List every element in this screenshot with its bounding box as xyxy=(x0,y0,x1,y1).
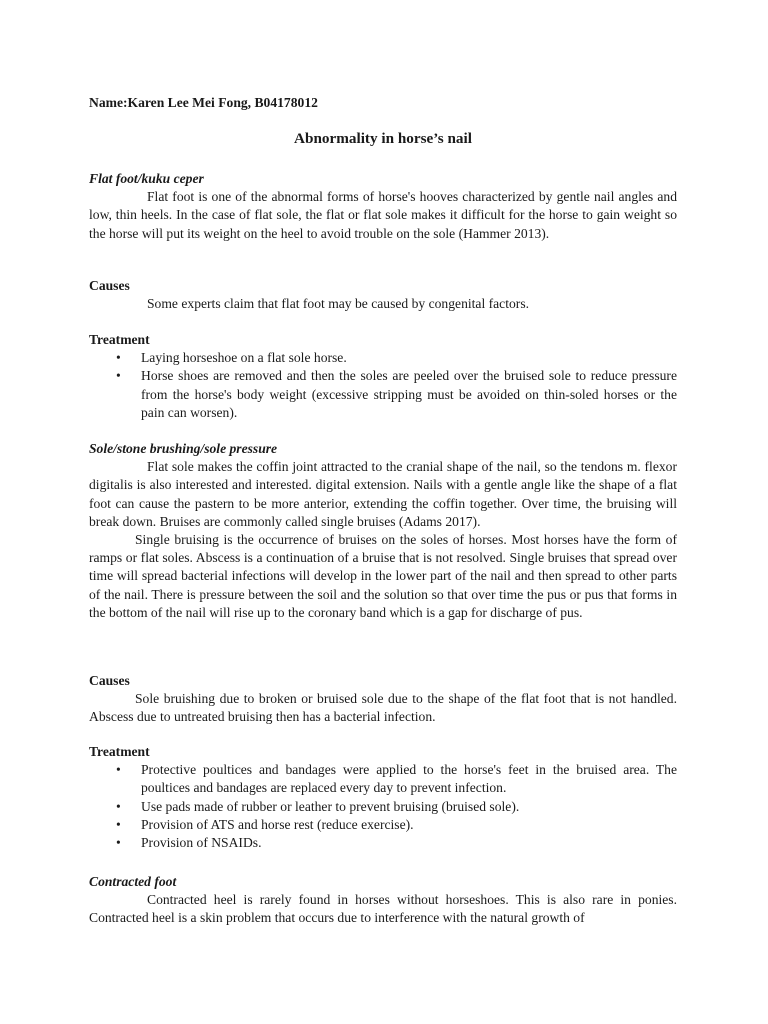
flat-foot-section xyxy=(89,170,677,243)
bullet-icon: • xyxy=(116,762,121,778)
sole-bruising-treatment xyxy=(89,743,677,852)
contracted-foot-paragraph: Contracted heel is rarely found in horses without horseshoes. This is also rare in ponies. Contracted heel is a skin problem that occurs due to interference with the natural growth of xyxy=(89,892,677,926)
bullet-icon: • xyxy=(116,816,121,832)
sole-bruising-causes xyxy=(89,672,677,727)
list-item: • Use pads made of rubber or leather to prevent bruising (bruised sole). xyxy=(89,798,677,816)
causes-text: Some experts claim that flat foot may be caused by congenital factors. xyxy=(147,296,530,312)
flat-foot-causes xyxy=(89,277,677,313)
bullet-icon: • xyxy=(116,350,121,366)
sole-bruising-paragraph-2: Single bruising is the occurrence of bruises on the soles of horses. Most horses have the form of ramps or flat soles. Abscess is a continuation of a bruise that is not resolved. Single bruises that spread over time will spread bacterial infections will develop in the lower part of the nail and then spread to other parts of the nail. There is pressure between the soil and the solution so that over time the pus or pus that forms in the bottom of the nail will rise up to the coronary band which is a gap for discharge of pus. xyxy=(89,532,677,620)
sole-bruising-paragraph-1: Flat sole makes the coffin joint attracted to the cranial shape of the nail, so the tendons m. flexor digitalis is also interested and interested. digital extension. Nails with a gentle angle like the shape of a flat foot can cause the pastern to be more anterior, extending the coffin together. Over time, the bruising will break down. Bruises are commonly called single bruises (Adams 2017). xyxy=(89,459,677,529)
bullet-icon: • xyxy=(116,368,121,384)
contracted-foot-section xyxy=(89,873,677,928)
list-item: • Laying horseshoe on a flat sole horse. xyxy=(89,349,677,367)
treatment-list xyxy=(89,761,677,852)
treatment-heading: Treatment xyxy=(89,332,150,347)
flat-foot-paragraph: Flat foot is one of the abnormal forms of horse's hooves characterized by gentle nail angles and low, thin heels. In the case of flat sole, the flat or flat sole makes it difficult for the horse to gain weight so the horse will put its weight on the heel to avoid trouble on the sole (Hammer 2013). xyxy=(89,189,677,241)
causes-heading: Causes xyxy=(89,278,130,293)
contracted-foot-heading: Contracted foot xyxy=(89,874,177,889)
treatment-heading: Treatment xyxy=(89,744,150,759)
flat-foot-heading: Flat foot/kuku ceper xyxy=(89,171,204,186)
bullet-icon: • xyxy=(116,798,121,814)
document-title: Abnormality in horse’s nail xyxy=(294,130,472,147)
sole-bruising-section xyxy=(89,440,677,622)
list-item: • Protective poultices and bandages were applied to the horse's feet in the bruised area. The poultices and bandages are replaced every day to prevent infection. xyxy=(116,762,677,796)
list-item: • Provision of NSAIDs. xyxy=(89,834,677,852)
list-item: • Horse shoes are removed and then the soles are peeled over the bruised sole to reduce pressure from the horse's body weight (excessive stripping must be avoided on thin-soled horses or the pain can worsen). xyxy=(116,368,677,420)
author-name-line: Name:Karen Lee Mei Fong, B04178012 xyxy=(89,95,318,110)
sole-bruising-heading: Sole/stone brushing/sole pressure xyxy=(89,441,278,456)
causes-text: Sole bruishing due to broken or bruised sole due to the shape of the flat foot that is not handled. Abscess due to untreated bruising then has a bacterial infection. xyxy=(89,691,677,725)
bullet-icon: • xyxy=(116,835,121,851)
causes-heading: Causes xyxy=(89,673,130,688)
treatment-list xyxy=(89,349,677,422)
list-item: • Provision of ATS and horse rest (reduce exercise). xyxy=(89,816,677,834)
flat-foot-treatment xyxy=(89,331,677,422)
